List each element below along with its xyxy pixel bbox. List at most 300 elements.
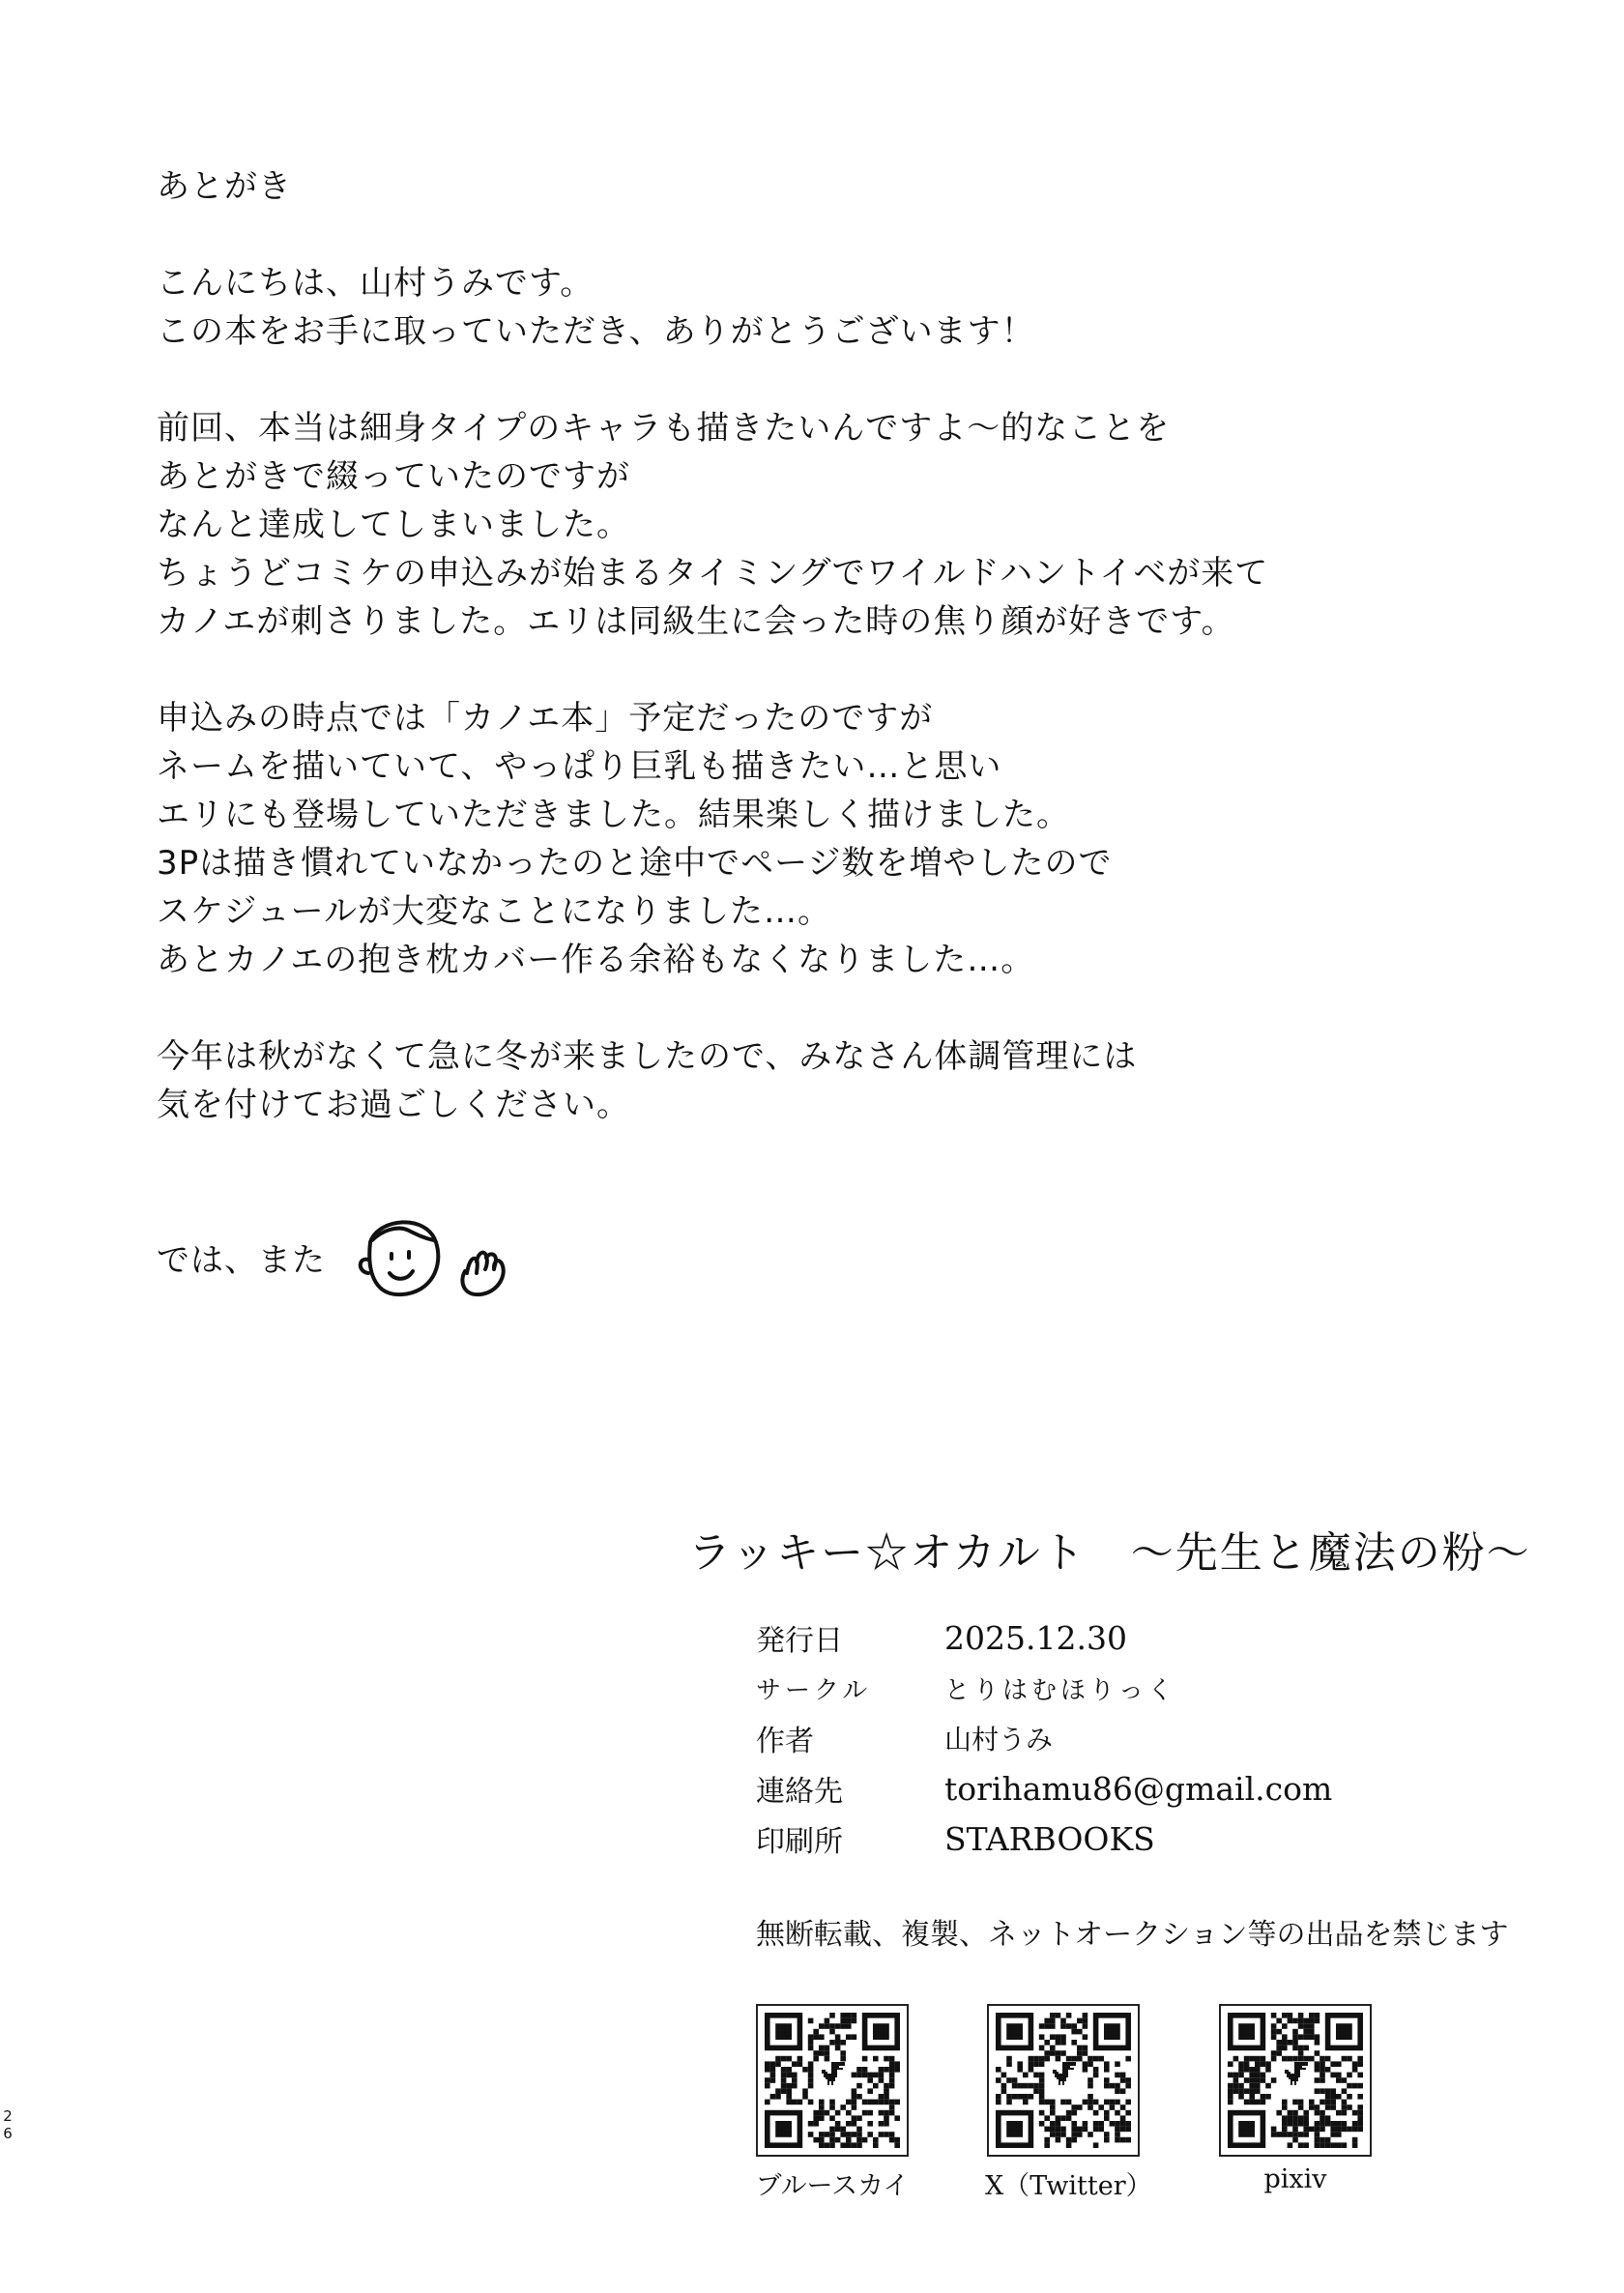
dinosaur-icon xyxy=(1285,2062,1308,2085)
qr-module xyxy=(786,2073,792,2078)
qr-module xyxy=(1023,2094,1029,2100)
qr-module xyxy=(840,2132,846,2137)
qr-module xyxy=(873,2073,879,2078)
qr-module xyxy=(862,2067,868,2073)
qr-module xyxy=(1330,2127,1336,2133)
qr-module xyxy=(884,2132,889,2137)
qr-module xyxy=(1071,2127,1077,2133)
qr-module xyxy=(1282,2046,1288,2051)
qr-module xyxy=(1125,2083,1131,2089)
signoff-text: では、また xyxy=(157,1240,326,1280)
qr-label: pixiv xyxy=(1263,2164,1327,2194)
qr-module xyxy=(808,2083,814,2089)
qr-module xyxy=(1098,2104,1104,2110)
qr-module xyxy=(1115,2061,1120,2067)
qr-module xyxy=(1309,2029,1315,2035)
qr-module xyxy=(1244,2056,1250,2062)
qr-module xyxy=(873,2083,879,2089)
qr-module xyxy=(786,2056,792,2062)
qr-module xyxy=(1044,2137,1050,2143)
qr-module xyxy=(852,2094,857,2100)
qr-module xyxy=(1071,2040,1077,2046)
qr-bluesky[interactable] xyxy=(754,2004,911,2202)
qr-finder-pattern xyxy=(765,2013,802,2050)
qr-module xyxy=(1104,2115,1110,2121)
qr-module xyxy=(1233,2056,1239,2062)
qr-module xyxy=(1056,2013,1061,2018)
qr-module xyxy=(879,2110,884,2116)
qr-module xyxy=(1249,2067,1255,2073)
qr-module xyxy=(1298,2013,1304,2018)
qr-module xyxy=(1309,2034,1315,2040)
qr-module xyxy=(996,2100,1001,2105)
qr-module xyxy=(1104,2100,1110,2105)
paragraph-gap xyxy=(157,356,1413,404)
book-title: ラッキー☆オカルト 〜先生と魔法の粉〜 xyxy=(688,1528,1531,1578)
qr-module xyxy=(1060,2034,1066,2040)
qr-module xyxy=(792,2100,798,2105)
qr-module xyxy=(1033,2088,1039,2094)
qr-module xyxy=(1110,2104,1116,2110)
afterword-line: 申込みの時点では「カノエ本」予定だったのですが xyxy=(157,699,934,738)
qr-code[interactable] xyxy=(756,2004,909,2157)
qr-module xyxy=(802,2088,808,2094)
qr-module xyxy=(1083,2046,1088,2051)
qr-module xyxy=(835,2121,841,2127)
qr-module xyxy=(1228,2083,1233,2089)
qr-module xyxy=(856,2094,862,2100)
qr-module xyxy=(1288,2110,1293,2116)
qr-module xyxy=(1001,2073,1007,2078)
afterword-line: 3Pは描き慣れていなかったのと途中でページ数を増やしたので xyxy=(157,844,1113,883)
qr-module xyxy=(835,2127,841,2133)
qr-module xyxy=(1244,2100,1250,2105)
qr-module xyxy=(1077,2046,1083,2051)
colophon-value: 山村うみ xyxy=(944,1724,1054,1756)
qr-module xyxy=(1104,2083,1110,2089)
qr-module xyxy=(1292,2110,1298,2116)
qr-module xyxy=(1325,2121,1331,2127)
qr-module xyxy=(1330,2104,1336,2110)
qr-module xyxy=(1071,2029,1077,2035)
qr-module xyxy=(1039,2088,1045,2094)
qr-module xyxy=(1050,2046,1056,2051)
qr-module xyxy=(1115,2127,1120,2133)
qr-module xyxy=(1060,2115,1066,2121)
qr-module xyxy=(856,2142,862,2148)
qr-module xyxy=(1255,2088,1261,2094)
qr-module xyxy=(1104,2077,1110,2083)
qr-module xyxy=(1066,2056,1072,2062)
qr-module xyxy=(1088,2083,1093,2089)
qr-module xyxy=(1238,2083,1244,2089)
qr-module xyxy=(808,2040,814,2046)
qr-module xyxy=(1276,2046,1282,2051)
qr-module xyxy=(1255,2100,1261,2105)
qr-module xyxy=(889,2061,895,2067)
qr-module xyxy=(819,2046,825,2051)
qr-module xyxy=(1276,2110,1282,2116)
qr-module xyxy=(1271,2034,1277,2040)
colophon-key: 発行日 xyxy=(756,1624,843,1658)
qr-module xyxy=(1125,2077,1131,2083)
qr-module xyxy=(1050,2100,1056,2105)
qr-module xyxy=(1233,2083,1239,2089)
qr-module xyxy=(1282,2100,1288,2105)
page-number xyxy=(2,2107,14,2142)
qr-module xyxy=(1271,2029,1277,2035)
qr-module xyxy=(867,2100,873,2105)
qr-module xyxy=(1233,2088,1239,2094)
qr-module xyxy=(1298,2034,1304,2040)
qr-module xyxy=(1320,2073,1325,2078)
qr-module xyxy=(1303,2127,1309,2133)
qr-pixiv[interactable] xyxy=(1217,2004,1374,2194)
qr-module xyxy=(1056,2056,1061,2062)
qr-module xyxy=(1017,2061,1023,2067)
qr-module xyxy=(1342,2056,1348,2062)
qr-module xyxy=(1303,2034,1309,2040)
qr-module xyxy=(889,2104,895,2110)
qr-module xyxy=(1292,2127,1298,2133)
qr-module xyxy=(1298,2023,1304,2029)
qr-module xyxy=(889,2056,895,2062)
paragraph-gap xyxy=(157,984,1413,1032)
qr-module xyxy=(1320,2115,1325,2121)
qr-module xyxy=(1336,2132,1342,2137)
qr-module xyxy=(1342,2142,1348,2148)
qr-code[interactable] xyxy=(1219,2004,1372,2157)
qr-module xyxy=(792,2061,798,2067)
afterword-line: こんにちは、山村うみです。 xyxy=(157,264,594,303)
qr-module xyxy=(1093,2073,1099,2078)
colophon-row-printer xyxy=(756,1814,1332,1864)
qr-module xyxy=(1088,2061,1093,2067)
qr-module xyxy=(1352,2067,1358,2073)
qr-module xyxy=(819,2115,825,2121)
qr-module xyxy=(808,2061,814,2067)
qr-module xyxy=(786,2088,792,2094)
qr-module xyxy=(1033,2061,1039,2067)
qr-module xyxy=(1012,2094,1018,2100)
qr-module xyxy=(1093,2067,1099,2073)
qr-module xyxy=(1315,2088,1320,2094)
qr-module xyxy=(825,2018,830,2024)
qr-module xyxy=(819,2137,825,2143)
qr-module xyxy=(1077,2104,1083,2110)
afterword-line: 気を付けてお過ごしください。 xyxy=(157,1086,630,1124)
qr-module xyxy=(1303,2018,1309,2024)
qr-module xyxy=(819,2104,825,2110)
qr-module xyxy=(1336,2121,1342,2127)
qr-module xyxy=(1066,2142,1072,2148)
qr-module xyxy=(819,2100,825,2105)
page-number-text: 26 xyxy=(3,2107,13,2142)
qr-module xyxy=(781,2073,787,2078)
qr-module xyxy=(825,2142,830,2148)
qr-module xyxy=(1006,2061,1012,2067)
qr-module xyxy=(1320,2067,1325,2073)
qr-module xyxy=(1056,2121,1061,2127)
qr-module xyxy=(1357,2061,1363,2067)
qr-module xyxy=(808,2077,814,2083)
qr-module xyxy=(1320,2088,1325,2094)
qr-finder-pattern xyxy=(1093,2013,1131,2050)
qr-module xyxy=(856,2083,862,2089)
qr-module xyxy=(1320,2121,1325,2127)
qr-module xyxy=(862,2137,868,2143)
qr-module xyxy=(1044,2018,1050,2024)
qr-module xyxy=(1001,2088,1007,2094)
qr-module xyxy=(1276,2132,1282,2137)
qr-module xyxy=(1050,2104,1056,2110)
dinosaur-icon xyxy=(822,2062,845,2085)
afterword-line: この本をお手に取っていただき、ありがとうございます！ xyxy=(157,312,1035,351)
qr-module xyxy=(1292,2046,1298,2051)
qr-module xyxy=(1050,2110,1056,2116)
qr-module xyxy=(1292,2040,1298,2046)
qr-module xyxy=(852,2018,857,2024)
qr-module xyxy=(1292,2018,1298,2024)
qr-module xyxy=(1330,2094,1336,2100)
qr-module xyxy=(1039,2061,1045,2067)
qr-module xyxy=(1271,2023,1277,2029)
qr-module xyxy=(889,2077,895,2083)
qr-module xyxy=(1309,2100,1315,2105)
qr-module xyxy=(835,2023,841,2029)
qr-module xyxy=(808,2067,814,2073)
qr-module xyxy=(1039,2034,1045,2040)
qr-module xyxy=(835,2046,841,2051)
qr-code[interactable] xyxy=(987,2004,1140,2157)
qr-module xyxy=(786,2094,792,2100)
qr-module xyxy=(1120,2104,1126,2110)
qr-module xyxy=(1066,2137,1072,2143)
qr-module xyxy=(846,2137,852,2143)
qr-module xyxy=(1261,2056,1266,2062)
qr-module xyxy=(792,2083,798,2089)
qr-module xyxy=(781,2088,787,2094)
qr-module xyxy=(1271,2056,1277,2062)
qr-module xyxy=(792,2073,798,2078)
qr-module xyxy=(1288,2018,1293,2024)
qr-module xyxy=(1125,2110,1131,2116)
qr-module xyxy=(1330,2121,1336,2127)
qr-module xyxy=(1083,2050,1088,2056)
qr-module xyxy=(1309,2018,1315,2024)
qr-module xyxy=(1039,2073,1045,2078)
qr-module xyxy=(1029,2061,1034,2067)
qr-module xyxy=(1120,2121,1126,2127)
qr-module xyxy=(1060,2132,1066,2137)
qr-module xyxy=(1303,2023,1309,2029)
qr-module xyxy=(829,2127,835,2133)
qr-module xyxy=(1244,2067,1250,2073)
qr-module xyxy=(1039,2110,1045,2116)
qr-module xyxy=(1330,2132,1336,2137)
afterword-line: カノエが刺さりました。エリは同級生に会った時の焦り顔が好きです。 xyxy=(157,602,1235,641)
qr-module xyxy=(894,2061,900,2067)
colophon-value: 2025.12.30 xyxy=(944,1618,1127,1657)
qr-module xyxy=(819,2023,825,2029)
afterword-heading: あとがき xyxy=(157,167,292,206)
qr-module xyxy=(829,2142,835,2148)
qr-module xyxy=(1044,2040,1050,2046)
qr-module xyxy=(770,2073,776,2078)
qr-module xyxy=(1088,2094,1093,2100)
afterword-line: ネームを描いていて、やっぱり巨乳も描きたい…と思い xyxy=(157,747,1002,786)
qr-module xyxy=(1276,2050,1282,2056)
qr-module xyxy=(846,2023,852,2029)
qr-module xyxy=(1249,2073,1255,2078)
qr-module xyxy=(1039,2083,1045,2089)
qr-module xyxy=(1125,2121,1131,2127)
qr-module xyxy=(1357,2056,1363,2062)
afterword xyxy=(157,162,1413,1129)
qr-module xyxy=(808,2073,814,2078)
qr-module xyxy=(840,2018,846,2024)
qr-module xyxy=(1303,2132,1309,2137)
qr-module xyxy=(1325,2115,1331,2121)
qr-module xyxy=(1249,2088,1255,2094)
colophon-value: torihamu86@gmail.com xyxy=(944,1769,1333,1808)
qr-module xyxy=(1110,2121,1116,2127)
colophon-row-contact xyxy=(756,1763,1332,1814)
qr-module xyxy=(770,2067,776,2073)
qr-module xyxy=(808,2100,814,2105)
qr-module xyxy=(1255,2067,1261,2073)
qr-module xyxy=(1288,2040,1293,2046)
qr-module xyxy=(1029,2067,1034,2073)
qr-module xyxy=(835,2040,841,2046)
qr-module xyxy=(1056,2050,1061,2056)
qr-module xyxy=(1357,2110,1363,2116)
qr-module xyxy=(1303,2110,1309,2116)
qr-module xyxy=(1347,2104,1352,2110)
qr-module xyxy=(829,2132,835,2137)
qr-module xyxy=(1292,2132,1298,2137)
qr-module xyxy=(1120,2073,1126,2078)
qr-finder-pattern xyxy=(1325,2013,1363,2050)
qr-module xyxy=(879,2094,884,2100)
qr-module xyxy=(1276,2018,1282,2024)
qr-module xyxy=(894,2100,900,2105)
qr-module xyxy=(1330,2088,1336,2094)
qr-module xyxy=(1288,2115,1293,2121)
qr-module xyxy=(996,2067,1001,2073)
qr-module xyxy=(765,2061,770,2067)
qr-module xyxy=(1298,2104,1304,2110)
qr-module xyxy=(1357,2121,1363,2127)
qr-module xyxy=(884,2067,889,2073)
qr-module xyxy=(1228,2088,1233,2094)
qr-module xyxy=(1238,2073,1244,2078)
qr-module xyxy=(1039,2094,1045,2100)
qr-module xyxy=(1320,2056,1325,2062)
qr-finder-pattern xyxy=(1228,2013,1265,2050)
qr-module xyxy=(1292,2137,1298,2143)
afterword-line: あとがきで綴っていたのですが xyxy=(157,457,630,496)
qr-module xyxy=(1261,2073,1266,2078)
qr-module xyxy=(1298,2142,1304,2148)
qr-module xyxy=(781,2083,787,2089)
smiley-face-illustration xyxy=(349,1213,518,1300)
qr-module xyxy=(1033,2056,1039,2062)
qr-module xyxy=(1352,2110,1358,2116)
qr-module xyxy=(1315,2132,1320,2137)
qr-module xyxy=(1001,2083,1007,2089)
qr-module xyxy=(835,2110,841,2116)
qr-module xyxy=(1276,2040,1282,2046)
qr-module xyxy=(879,2067,884,2073)
qr-module xyxy=(1023,2073,1029,2078)
qr-module xyxy=(1282,2115,1288,2121)
qr-module xyxy=(1261,2094,1266,2100)
qr-module xyxy=(825,2056,830,2062)
qr-module xyxy=(1044,2127,1050,2133)
qr-module xyxy=(1066,2110,1072,2116)
qr-module xyxy=(852,2121,857,2127)
qr-module xyxy=(829,2013,835,2018)
qr-module xyxy=(829,2029,835,2035)
qr-module xyxy=(781,2077,787,2083)
qr-module xyxy=(1315,2077,1320,2083)
qr-module xyxy=(1110,2100,1116,2105)
qr-module xyxy=(1050,2132,1056,2137)
qr-module xyxy=(1228,2094,1233,2100)
qr-module xyxy=(1315,2018,1320,2024)
qr-module xyxy=(1115,2073,1120,2078)
qr-module xyxy=(1238,2067,1244,2073)
qr-module xyxy=(765,2077,770,2083)
qr-module xyxy=(1357,2127,1363,2133)
qr-module xyxy=(1060,2018,1066,2024)
qr-module xyxy=(1342,2104,1348,2110)
qr-module xyxy=(765,2100,770,2105)
afterword-line: なんと達成してしまいました。 xyxy=(157,506,630,544)
qr-module xyxy=(1071,2110,1077,2116)
qr-module xyxy=(1228,2061,1233,2067)
qr-module xyxy=(1336,2061,1342,2067)
qr-module xyxy=(819,2142,825,2148)
qr-module xyxy=(1115,2110,1120,2116)
qr-module xyxy=(1006,2056,1012,2062)
afterword-line: ちょうどコミケの申込みが始まるタイミングでワイルドハントイベが来て xyxy=(157,554,1269,593)
qr-module xyxy=(1315,2110,1320,2116)
qr-module xyxy=(884,2110,889,2116)
qr-module xyxy=(1315,2013,1320,2018)
qr-module xyxy=(1233,2077,1239,2083)
qr-module xyxy=(1039,2100,1045,2105)
qr-module xyxy=(873,2142,879,2148)
paragraph-gap xyxy=(157,646,1413,694)
qr-module xyxy=(1115,2088,1120,2094)
qr-module xyxy=(1083,2067,1088,2073)
qr-module xyxy=(802,2067,808,2073)
qr-module xyxy=(852,2034,857,2040)
qr-module xyxy=(1303,2046,1309,2051)
afterword-line: スケジュールが大変なことになりました…。 xyxy=(157,892,831,931)
qr-module xyxy=(1330,2142,1336,2148)
qr-module xyxy=(1298,2056,1304,2062)
qr-module xyxy=(1044,2056,1050,2062)
qr-module xyxy=(1320,2061,1325,2067)
qr-twitter[interactable] xyxy=(985,2004,1152,2202)
qr-module xyxy=(1066,2023,1072,2029)
qr-module xyxy=(1298,2121,1304,2127)
qr-module xyxy=(1083,2100,1088,2105)
qr-module xyxy=(1357,2094,1363,2100)
